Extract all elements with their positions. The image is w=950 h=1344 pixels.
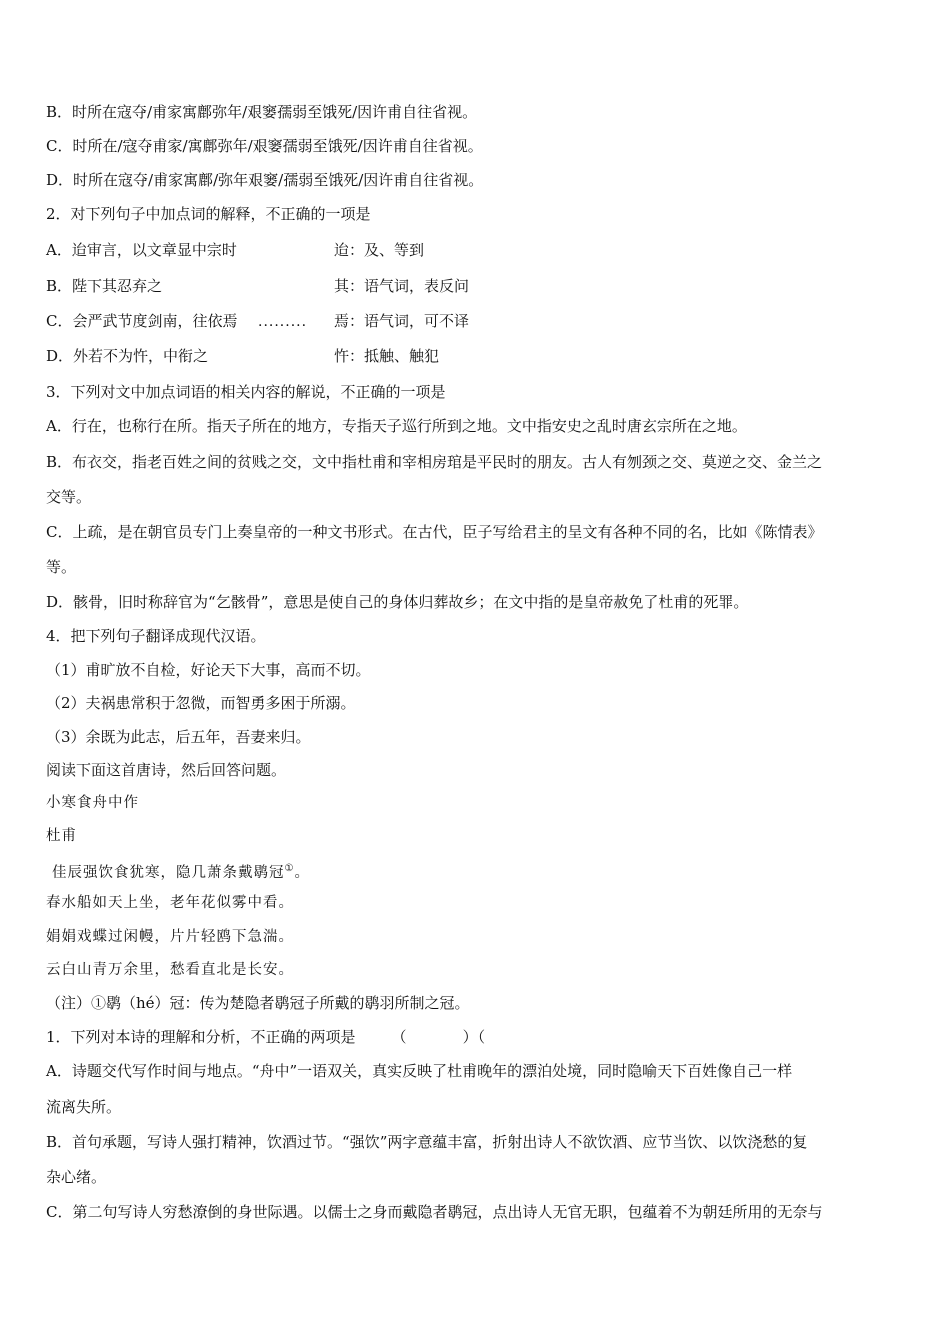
poem-line-4: 云白山青万余里，愁看直北是长安。 — [46, 962, 294, 978]
q2-option-b: B．陛下其忍弃之 — [46, 277, 163, 295]
poem-q1-option-a: A．诗题交代写作时间与地点。“舟中”一语双关，真实反映了杜甫晚年的漂泊处境，同时隐喻天下百姓像自己一样 — [46, 1062, 793, 1080]
q2-stem: 2．对下列句子中加点词的解释，不正确的一项是 — [46, 205, 371, 223]
poem-line-1-text: 佳辰强饮食犹寒，隐几萧条戴鹖冠 — [52, 864, 285, 881]
q3-option-a: A．行在，也称行在所。指天子所在的地方，专指天子巡行所到之地。文中指安史之乱时唐玄宗所在之地。 — [46, 417, 747, 435]
q4-sentence-1: （1）甫旷放不自检，好论天下大事，高而不切。 — [46, 661, 371, 679]
poem-author: 杜甫 — [46, 828, 77, 844]
answer-paren-open: （ — [391, 1028, 407, 1046]
q1-option-d: D．时所在寇夺/甫家寓鄜/弥年艰窭/孺弱至饿死/因许甫自往省视。 — [46, 171, 484, 189]
footnote-mark: ① — [284, 863, 295, 874]
q3-option-c: C．上疏，是在朝官员专门上奏皇帝的一种文书形式。在古代，臣子写给君主的呈文有各种不同的名，比如《陈情表》 — [46, 523, 823, 541]
poem-line-1-end: 。 — [294, 864, 310, 881]
poem-title: 小寒食舟中作 — [46, 795, 139, 811]
q3-option-b: B．布衣交，指老百姓之间的贫贱之交，文中指杜甫和宰相房琯是平民时的朋友。古人有刎颈之交、莫逆之交、金兰之 — [46, 453, 823, 471]
poem-q1-option-a-cont: 流离失所。 — [46, 1098, 122, 1116]
poem-line-3: 娟娟戏蝶过闲幔，片片轻鸥下急湍。 — [46, 929, 294, 945]
poem-q1-option-b-cont: 杂心绪。 — [46, 1168, 107, 1186]
q2-option-d: D．外若不为忤，中衔之 — [46, 347, 209, 365]
q2-option-c: C．会严武节度剑南，往依焉 — [46, 312, 238, 330]
q1-option-b: B．时所在寇夺/甫家寓鄜弥年/艰窭孺弱至饿死/因许甫自往省视。 — [46, 103, 478, 121]
poem-line-1 — [52, 859, 910, 883]
answer-paren-close: ）（ — [462, 1028, 486, 1046]
q2-option-b-gloss: 其：语气词，表反问 — [334, 277, 470, 295]
poem-intro: 阅读下面这首唐诗，然后回答问题。 — [46, 761, 287, 779]
q4-sentence-2: （2）夫祸患常积于忽微，而智勇多困于所溺。 — [46, 694, 356, 712]
q1-option-c: C．时所在/寇夺甫家/寓鄜弥年/艰窭孺弱至饿死/因许甫自往省视。 — [46, 137, 483, 155]
q3-option-c-cont: 等。 — [46, 558, 77, 576]
q4-sentence-3: （3）余既为此志，后五年，吾妻来归。 — [46, 728, 311, 746]
q2-option-c-gloss: 焉：语气词，可不译 — [334, 312, 470, 330]
emphasis-dots: ········· — [258, 318, 308, 334]
poem-line-2: 春水船如天上坐，老年花似雾中看。 — [46, 895, 294, 911]
q2-option-d-gloss: 忤：抵触、触犯 — [334, 347, 440, 365]
q2-option-a-gloss: 迨：及、等到 — [334, 241, 425, 259]
q3-option-b-cont: 交等。 — [46, 488, 92, 506]
poem-note: （注）①鹖（hé）冠：传为楚隐者鹖冠子所戴的鹖羽所制之冠。 — [46, 994, 470, 1012]
poem-q1-option-b: B．首句承题，写诗人强打精神，饮酒过节。“强饮”两字意蕴丰富，折射出诗人不欲饮酒、应节当饮、以饮浇愁的复 — [46, 1133, 808, 1151]
q3-stem: 3．下列对文中加点词语的相关内容的解说，不正确的一项是 — [46, 383, 446, 401]
poem-q1-option-c: C．第二句写诗人穷愁潦倒的身世际遇。以儒士之身而戴隐者鹖冠，点出诗人无官无职，包蕴着不为朝廷所用的无奈与 — [46, 1203, 823, 1221]
poem-q1-stem — [46, 1027, 910, 1047]
q2-option-a: A．迨审言，以文章显中宗时 — [46, 241, 237, 259]
q4-stem: 4．把下列句子翻译成现代汉语。 — [46, 627, 266, 645]
poem-q1-stem-text: 1．下列对本诗的理解和分析，不正确的两项是 — [46, 1028, 356, 1046]
q3-option-d: D．骸骨，旧时称辞官为“乞骸骨”，意思是使自己的身体归葬故乡；在文中指的是皇帝赦免了杜甫的死罪。 — [46, 593, 749, 611]
